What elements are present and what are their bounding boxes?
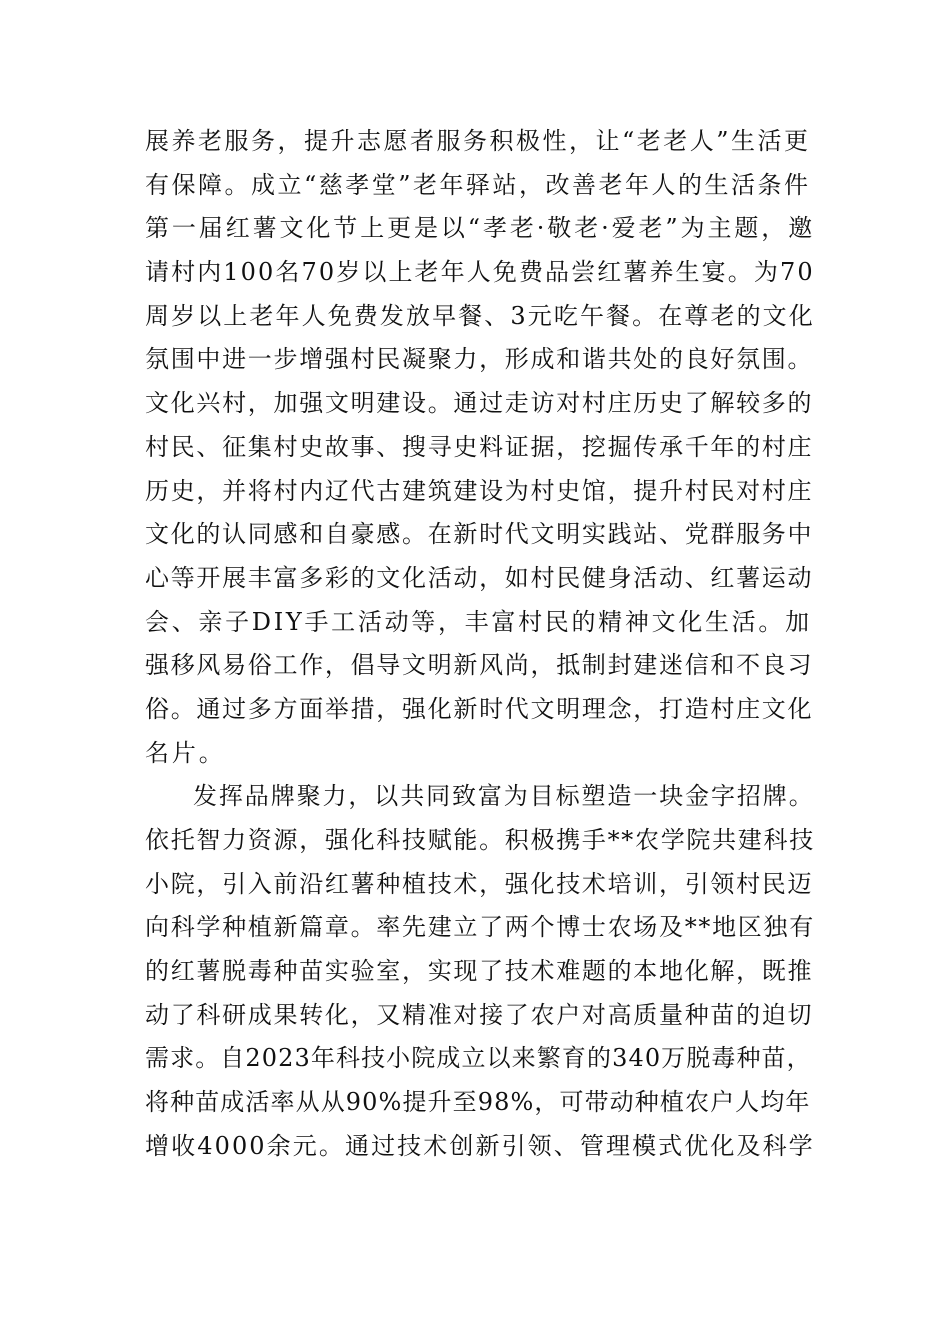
text-line: 展养老服务，提升志愿者服务积极性，让“老老人”生活更 — [145, 127, 811, 155]
text-line: 依托智力资源，强化科技赋能。积极携手**农学院共建科技 — [145, 826, 815, 854]
text-line: 周岁以上老年人免费发放早餐、3元吃午餐。在尊老的文化 — [145, 301, 815, 330]
text-line: 氛围中进一步增强村民凝聚力，形成和谐共处的良好氛围。 — [145, 345, 814, 374]
paragraph-heading-line: 发挥品牌聚力，以共同致富为目标塑造一块金字招牌。 — [193, 782, 815, 811]
text-line: 有保障。成立“慈孝堂”老年驿站，改善老年人的生活条件 — [145, 170, 811, 199]
text-line: 的红薯脱毒种苗实验室，实现了技术难题的本地化解，既推 — [145, 957, 814, 986]
text-line: 名片。 — [145, 738, 226, 767]
text-line: 文化的认同感和自豪感。在新时代文明实践站、党群服务中 — [145, 520, 814, 549]
text-line: 文化兴村，加强文明建设。通过走访对村庄历史了解较多的 — [145, 389, 814, 418]
text-line: 俗。通过多方面举措，强化新时代文明理念，打造村庄文化 — [145, 694, 814, 723]
text-line: 增收4000余元。通过技术创新引领、管理模式优化及科学 — [145, 1131, 815, 1160]
text-line: 小院，引入前沿红薯种植技术，强化技术培训，引领村民迈 — [145, 869, 814, 898]
text-line: 强移风易俗工作，倡导文明新风尚，抵制封建迷信和不良习 — [145, 651, 814, 680]
text-line: 向科学种植新篇章。率先建立了两个博士农场及**地区独有 — [145, 913, 815, 942]
text-line: 动了科研成果转化，又精准对接了农户对高质量种苗的迫切 — [145, 1000, 814, 1029]
text-line: 将种苗成活率从从90%提升至98%，可带动种植农户人均年 — [145, 1088, 811, 1117]
text-line: 村民、征集村史故事、搜寻史料证据，挖掘传承千年的村庄 — [145, 432, 814, 461]
text-line: 请村内100名70岁以上老年人免费品尝红薯养生宴。为70 — [145, 258, 815, 287]
text-line: 第一届红薯文化节上更是以“孝老·敬老·爱老”为主题，邀 — [145, 214, 816, 243]
text-line: 需求。自2023年科技小院成立以来繁育的340万脱毒种苗， — [145, 1044, 812, 1073]
text-line: 会、亲子DIY手工活动等，丰富村民的精神文化生活。加 — [145, 607, 812, 636]
text-line: 历史，并将村内辽代古建筑建设为村史馆，提升村民对村庄 — [145, 476, 814, 505]
text-line: 心等开展丰富多彩的文化活动，如村民健身活动、红薯运动 — [145, 563, 814, 592]
body-text — [145, 120, 815, 1169]
